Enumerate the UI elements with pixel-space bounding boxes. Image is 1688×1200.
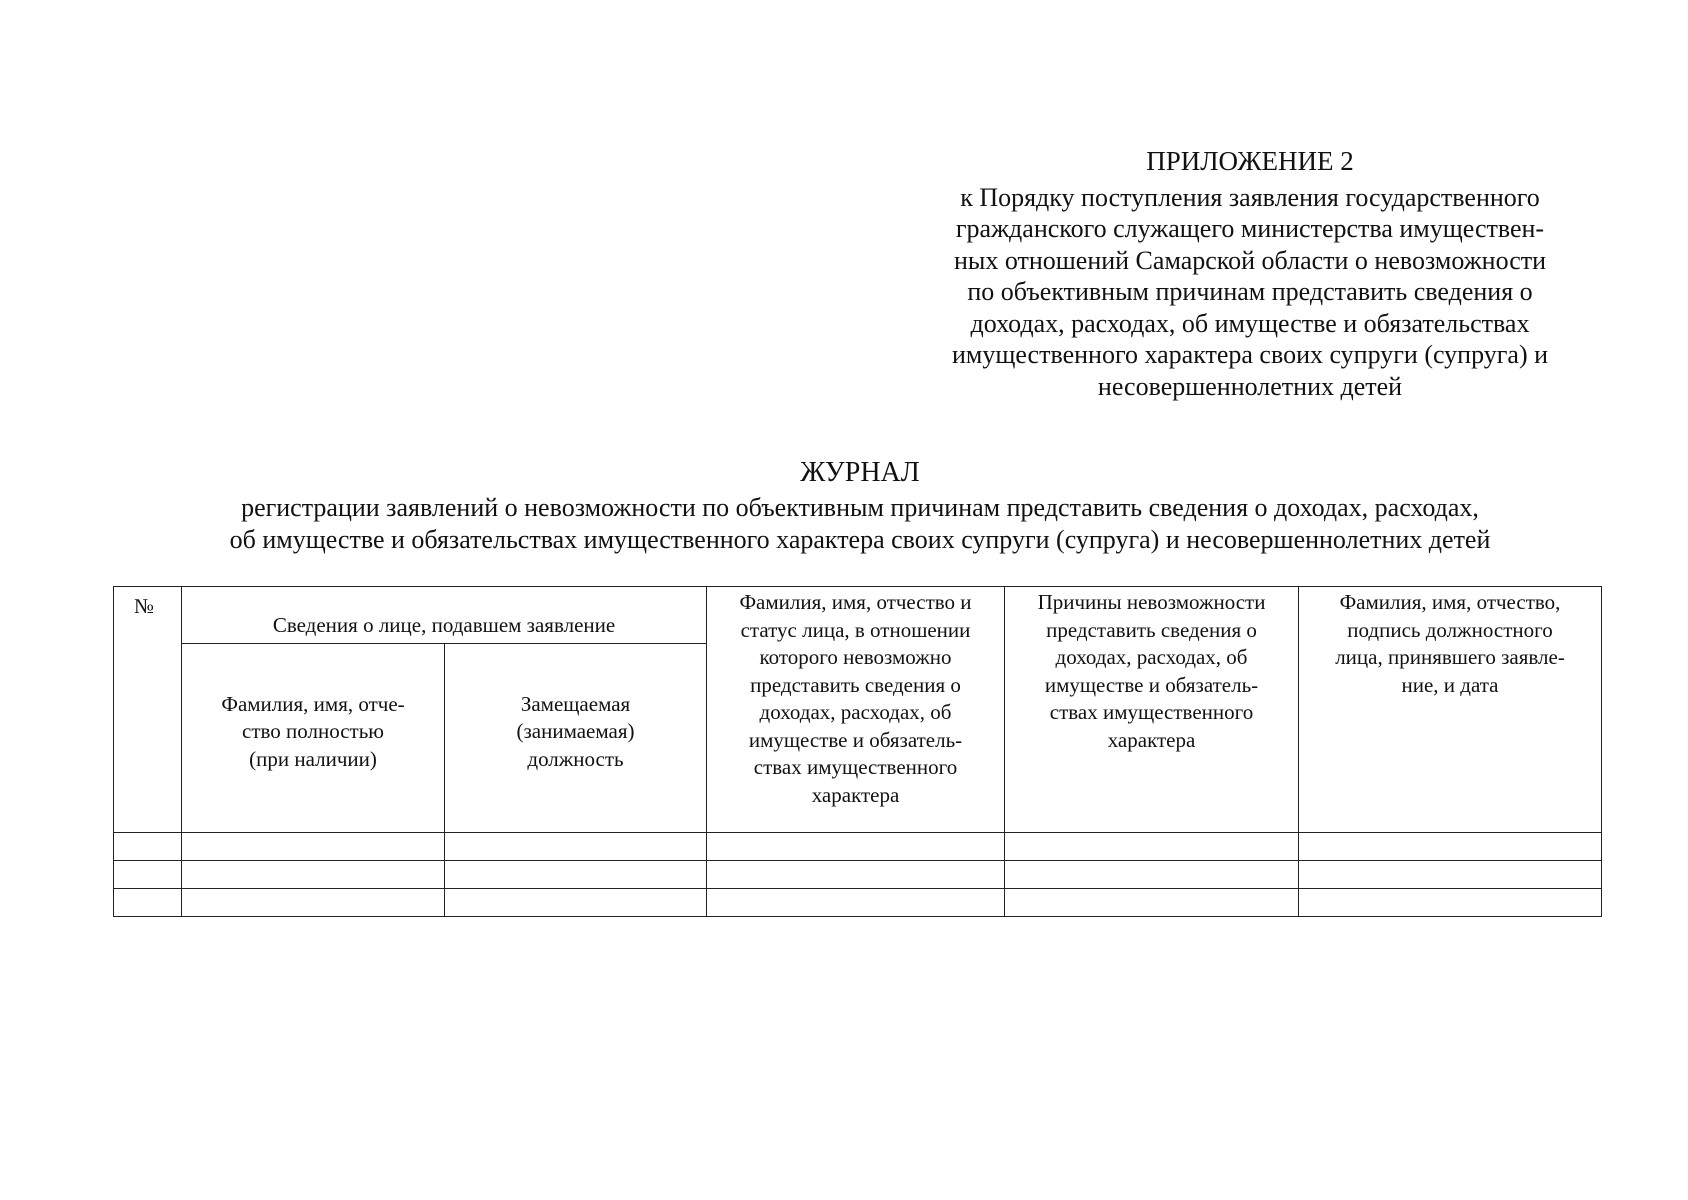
header-person-status-line: характера <box>811 782 900 807</box>
header-reasons-line: имуществе и обязатель- <box>1044 672 1259 697</box>
journal-subtitle-line: об имуществе и обязательствах имущественного характера своих супруги (супруга) и несовершеннолетних детей <box>229 525 1491 554</box>
header-reasons-line: Причины невозможности <box>1037 590 1266 614</box>
table-header-row <box>114 587 1602 644</box>
header-applicant-label: Сведения о лице, подавшем заявление <box>272 612 616 637</box>
header-full-name-line: ство полностью <box>242 719 384 744</box>
table-cell <box>445 889 707 917</box>
table-cell <box>1299 833 1602 861</box>
appendix-line: имущественного характера своих супруги (супруга) и <box>951 340 1549 369</box>
table-cell <box>1005 889 1299 917</box>
table-cell <box>182 833 445 861</box>
journal-title: ЖУРНАЛ <box>800 457 920 488</box>
appendix-line: гражданского служащего министерства имуществен- <box>955 214 1545 243</box>
header-person-status-line: которого невозможно <box>759 645 952 669</box>
header-applicant-info <box>182 587 707 644</box>
table-row <box>114 889 1602 917</box>
table-row <box>114 861 1602 889</box>
header-reasons-line: представить сведения о <box>1046 617 1257 642</box>
header-person-status-line: Фамилия, имя, отчество и <box>739 590 972 614</box>
table-cell <box>1005 833 1299 861</box>
table-cell <box>445 861 707 889</box>
table-cell <box>1005 861 1299 889</box>
table-cell <box>445 833 707 861</box>
table-cell <box>114 833 182 861</box>
appendix-title: ПРИЛОЖЕНИЕ 2 <box>1146 146 1354 176</box>
appendix-line: доходах, расходах, об имуществе и обязательствах <box>970 308 1530 338</box>
header-number-cell <box>114 587 182 833</box>
header-person-status <box>707 587 1005 833</box>
header-reasons <box>1005 587 1299 833</box>
header-official-line: Фамилия, имя, отчество, <box>1339 590 1561 614</box>
table-cell <box>707 833 1005 861</box>
header-person-status-line: статус лица, в отношении <box>740 617 971 642</box>
table-cell <box>707 861 1005 889</box>
journal-subtitle-line: регистрации заявлений о невозможности по объективным причинам представить сведения о доходах, расходах, <box>241 493 1479 522</box>
appendix-line: по объективным причинам представить сведения о <box>967 277 1533 306</box>
header-person-status-line: имуществе и обязатель- <box>748 727 963 752</box>
header-position-line: (занимаемая) <box>516 719 635 744</box>
table-cell <box>114 889 182 917</box>
header-reasons-line: доходах, расходах, об <box>1055 645 1248 669</box>
header-position-line: должность <box>527 746 624 771</box>
journal-heading <box>150 456 1570 556</box>
header-person-status-line: представить сведения о <box>750 672 961 697</box>
header-person-status-line: ствах имущественного <box>753 755 958 779</box>
header-official-line: подпись должностного <box>1347 617 1553 642</box>
appendix-line: несовершеннолетних детей <box>1097 371 1403 401</box>
header-full-name <box>182 644 445 833</box>
header-position-line: Замещаемая <box>520 691 631 716</box>
table-cell <box>182 861 445 889</box>
table-cell <box>114 861 182 889</box>
header-official-line: ние, и дата <box>1401 672 1499 697</box>
table-cell <box>182 889 445 917</box>
appendix-line: ных отношений Самарской области о невозможности <box>953 245 1547 275</box>
header-official <box>1299 587 1602 833</box>
table-cell <box>707 889 1005 917</box>
header-full-name-line: (при наличии) <box>249 746 377 771</box>
registration-table <box>113 586 1602 917</box>
table-cell <box>1299 861 1602 889</box>
appendix-heading <box>920 146 1580 402</box>
table-row <box>114 833 1602 861</box>
header-reasons-line: ствах имущественного <box>1049 700 1254 724</box>
appendix-line: к Порядку поступления заявления государственного <box>960 182 1540 212</box>
header-person-status-line: доходах, расходах, об <box>759 700 952 724</box>
header-official-line: лица, принявшего заявле- <box>1335 645 1565 669</box>
header-position <box>445 644 707 833</box>
table-cell <box>1299 889 1602 917</box>
header-full-name-line: Фамилия, имя, отче- <box>221 691 405 716</box>
header-reasons-line: характера <box>1107 727 1196 752</box>
header-number: № <box>134 594 155 618</box>
